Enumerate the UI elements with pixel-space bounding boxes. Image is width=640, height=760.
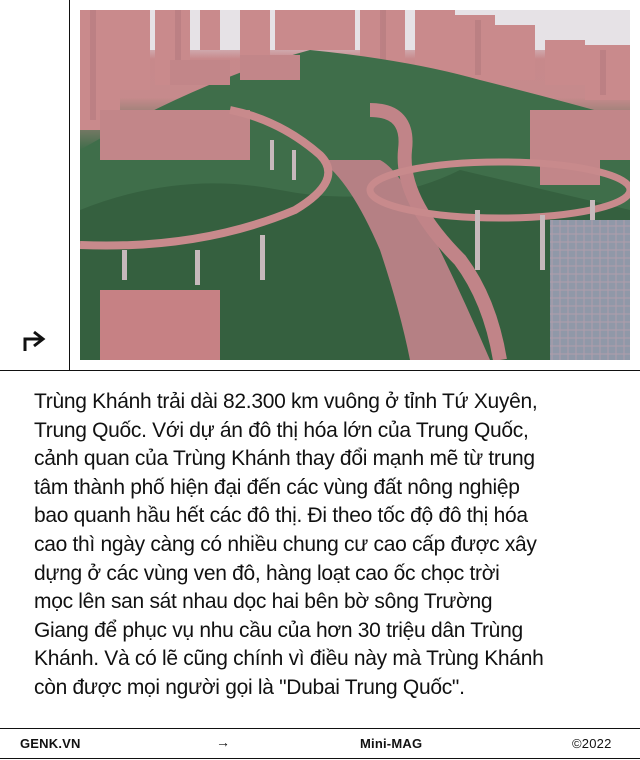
article-line: dựng ở các vùng ven đô, hàng loạt cao ốc chọc trời	[34, 561, 500, 585]
brand-link[interactable]: GENK.VN	[20, 736, 81, 751]
article-line: bao quanh hầu hết các đô thị. Đi theo tốc độ đô thị hóa	[34, 504, 528, 528]
article-line: Khánh. Và có lẽ cũng chính vì điều này mà Trùng Khánh	[34, 647, 544, 671]
article-body	[34, 388, 634, 703]
article-line: tâm thành phố hiện đại đến các vùng đất nông nghiệp	[34, 475, 520, 499]
turn-right-arrow-icon[interactable]	[22, 330, 48, 352]
hero-image	[80, 10, 630, 360]
footer-bar	[0, 728, 640, 759]
article-line: Giang để phục vụ nhu cầu của hơn 30 triệu dân Trùng	[34, 618, 523, 642]
article-line: Trung Quốc. Với dự án đô thị hóa lớn của Trung Quốc,	[34, 418, 529, 442]
article-line: mọc lên san sát nhau dọc hai bên bờ sông Trường	[34, 590, 493, 614]
article-line: còn được mọi người gọi là "Dubai Trung Quốc".	[34, 675, 465, 699]
section-label[interactable]: Mini-MAG	[360, 736, 423, 751]
arrow-right-icon[interactable]: →	[216, 734, 231, 750]
article-line: cảnh quan của Trùng Khánh thay đổi mạnh mẽ từ trung	[34, 447, 535, 471]
article-line: Trùng Khánh trải dài 82.300 km vuông ở tỉnh Tứ Xuyên,	[34, 390, 538, 413]
horizontal-divider	[0, 370, 640, 371]
copyright-text: ©2022	[572, 736, 612, 751]
article-line: cao thì ngày càng có nhiều chung cư cao cấp được xây	[34, 532, 537, 556]
vertical-divider	[69, 0, 70, 371]
